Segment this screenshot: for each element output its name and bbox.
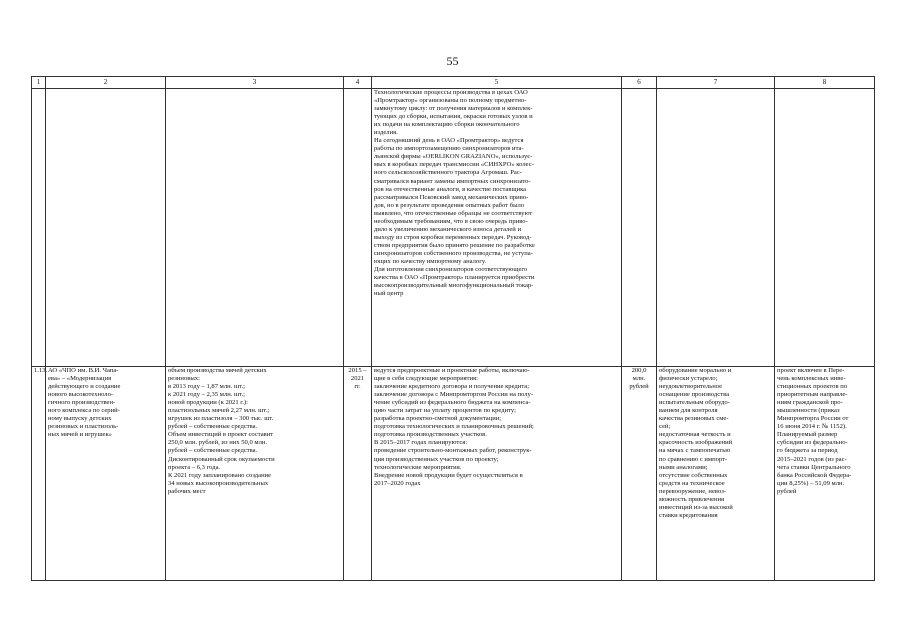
text-line: дов, но в результате проведения опытных работ было: [374, 201, 525, 209]
text-line: качества резиновых сме-: [659, 415, 729, 423]
text-line: Дисконтированный срок окупаемости: [168, 455, 275, 463]
text-line: Минпромторга России от: [777, 415, 849, 423]
text-line: на мячах с тампопечатью: [659, 447, 731, 455]
text-line: изделия.: [374, 129, 398, 137]
text-line: цию части затрат на уплату процентов по кредиту;: [374, 407, 516, 415]
text-line: игрушек из пластизоля – 300 тыс. шт.: [168, 415, 274, 423]
text-line: проведение строительно-монтажных работ, реконструк-: [374, 447, 532, 455]
text-line: красочность изображений: [659, 439, 733, 447]
column-number: 3: [166, 77, 344, 89]
text-line: ниям гражданской про-: [777, 399, 843, 407]
text-line: «Промтрактор» организованы по полному предметно-: [374, 97, 527, 105]
text-line: ством предприятия было принято решение по разработке: [374, 241, 535, 249]
table-row: [32, 89, 875, 367]
text-line: Внедрение новой продукции будет осуществляться в: [374, 471, 523, 479]
text-line: физически устарело;: [659, 375, 718, 383]
column-number: 1: [32, 77, 46, 89]
text-line: стиционных проектов по: [777, 383, 848, 391]
text-line: тующих до сборки, испытания, окраски готовых узлов и: [374, 113, 533, 121]
text-line: недостаточная четкость и: [659, 431, 731, 439]
text-line: В 2015–2017 годах планируются:: [374, 439, 468, 447]
cell: [622, 89, 657, 367]
text-line: льянской фирмы «OERLIKON GRAZIANO», использує-: [374, 153, 533, 161]
cell-description: [372, 367, 622, 581]
text-line: субсидии из федерально-: [777, 439, 848, 447]
text-line: чень комплексных инве-: [777, 375, 846, 383]
text-line: ева» – «Модернизация: [48, 375, 112, 383]
text-line: ванием для контроля: [659, 407, 718, 415]
text-line: АО «ЧПО им. В.И. Чапа-: [48, 367, 119, 374]
column-number-row: [32, 77, 875, 89]
text-line: ставки кредитования: [659, 511, 718, 519]
text-line: мых в коробках передач трансмиссии «СИНХРО» колес-: [374, 161, 534, 169]
column-number: 4: [344, 77, 372, 89]
text-line: к 2021 году – 2,35 млн. шт.;: [168, 391, 245, 399]
text-line: 250,0 млн. рублей, из них 50,0 млн.: [168, 439, 268, 447]
text-line: работы по импортозамещению синхронизаторов ита-: [374, 145, 524, 153]
cell-support: [775, 367, 875, 581]
text-line: рабочих мест: [168, 487, 206, 495]
text-line: Технологические процессы производства в цехах ОАО: [374, 89, 528, 96]
cell: [32, 89, 46, 367]
text-line: подготовка технологических и планировочных решений;: [374, 423, 534, 431]
text-line: гг.: [354, 383, 361, 391]
text-line: необходимым требованиям, что в свою очередь приво-: [374, 217, 528, 225]
text-line: ного комплекса по серий-: [48, 407, 120, 415]
text-line: 2021: [350, 375, 365, 383]
text-line: ведутся предпроектные и проектные работы, включаю-: [374, 367, 530, 374]
text-line: ными аналогами;: [659, 463, 708, 471]
text-line: качества в ОАО «Промтрактор» планируется приобрести: [374, 274, 535, 282]
text-line: гичного производствен-: [48, 399, 116, 407]
cell: [344, 89, 372, 367]
text-line: средств на техническое: [659, 479, 725, 487]
text-line: по сравнению с импорт-: [659, 455, 728, 463]
cell: [657, 89, 775, 367]
text-line: рассматривался Псковский завод механических приво-: [374, 193, 529, 201]
text-line: заключение кредитного договора и получение кредита;: [374, 383, 530, 391]
text-line: го бюджета за период: [777, 447, 838, 455]
text-line: ров на отечественные аналоги, в качестве поставщика: [374, 185, 527, 193]
text-line: неудовлетворительное: [659, 383, 723, 391]
text-line: сей;: [659, 423, 671, 431]
cell-problems: [657, 367, 775, 581]
text-line: в 2013 году – 1,87 млн. шт.;: [168, 383, 245, 391]
text-line: чета ставки Центрального: [777, 463, 851, 471]
text-line: отсутствие собственных: [659, 471, 728, 479]
text-line: оборудование морально и: [659, 367, 732, 374]
text-line: действующего и создание: [48, 383, 121, 391]
text-line: 2017–2020 годах: [374, 479, 421, 487]
text-line: сматривался вариант замены импортных синхронизато-: [374, 177, 531, 185]
text-line: испытательным оборудо-: [659, 399, 730, 407]
cell-description: [372, 89, 622, 367]
cell: [166, 89, 344, 367]
projects-table: [31, 76, 875, 581]
cell: [46, 89, 166, 367]
text-line: ция производственных участков по проекту;: [374, 455, 499, 463]
cell-indicators: [166, 367, 344, 581]
text-line: ного сельскохозяйственного трактора Агромаш. Рас-: [374, 169, 522, 177]
text-line: оснащение производства: [659, 391, 730, 399]
text-line: перевооружение, невоз-: [659, 487, 727, 495]
text-line: рублей: [777, 487, 797, 495]
text-line: ции 8,25%) – 51,09 млн.: [777, 479, 845, 487]
text-line: рублей – собственные средства.: [168, 423, 258, 431]
page-number: 55: [446, 54, 459, 68]
text-line: Для изготовления синхронизаторов соответствующего: [374, 266, 528, 274]
column-number: 2: [46, 77, 166, 89]
text-line: резиновых и пластизоль-: [48, 423, 119, 431]
text-line: синхронизаторов собственного производства, не уступа-: [374, 249, 533, 257]
text-line: резиновых:: [168, 375, 200, 383]
column-number: 8: [775, 77, 875, 89]
text-line: Объем инвестиций в проект составит: [168, 431, 274, 439]
text-line: ному выпуску детских: [48, 415, 112, 423]
text-line: проекта – 6,3 года.: [168, 463, 221, 471]
text-line: 16 июня 2014 г. № 1152).: [777, 423, 847, 431]
column-number: 5: [372, 77, 622, 89]
text-line: 2015 –: [348, 367, 367, 374]
text-line: выявлено, что отечественные образцы не соответствуют: [374, 209, 533, 217]
text-line: рублей – собственные средства.: [168, 447, 258, 455]
text-line: чение субсидий из федерального бюджета на компенса-: [374, 399, 531, 407]
text-line: К 2021 году запланировано создание: [168, 471, 272, 479]
text-line: приоритетным направле-: [777, 391, 848, 399]
text-line: На сегодняшний день в ОАО «Промтрактор» ведутся: [374, 137, 524, 145]
text-line: рублей: [629, 383, 649, 391]
cell-organization: [46, 367, 166, 581]
cell-row-number: 1.13.: [32, 367, 46, 581]
text-line: новой продукции (к 2021 г.):: [168, 399, 248, 407]
cell: [775, 89, 875, 367]
text-line: проект включен в Пере-: [777, 367, 845, 374]
table-row: [32, 367, 875, 581]
text-line: ющих по качеству импортному аналогу.: [374, 257, 487, 265]
text-line: объем производства мячей детских: [168, 367, 267, 374]
text-line: выходу из строя коробки переменных передач. Руковод-: [374, 233, 532, 241]
text-line: млн.: [632, 375, 646, 383]
text-line: инвестиций из-за высокой: [659, 503, 733, 511]
text-line: щие в себя следующие мероприятия:: [374, 375, 478, 383]
text-line: разработка проектно-сметной документации;: [374, 415, 502, 423]
text-line: технологические мероприятия.: [374, 463, 462, 471]
text-line: мышленности (приказ: [777, 407, 840, 415]
text-line: их подачи на комплектацию сборки окончательного: [374, 121, 520, 129]
text-line: заключение договора с Минпромторгом России на полу-: [374, 391, 534, 399]
text-line: 34 новых высокопроизводительных: [168, 479, 269, 487]
text-line: пластизольных мячей 2,27 млн. шт.;: [168, 407, 270, 415]
cell-period: [344, 367, 372, 581]
text-line: банка Российской Федера-: [777, 471, 852, 479]
text-line: Планируемый размер: [777, 431, 838, 439]
text-line: подготовка производственных участков.: [374, 431, 487, 439]
text-line: 2015–2021 годов (из рас-: [777, 455, 847, 463]
text-line: 200,0: [631, 367, 647, 374]
text-line: дило к увеличению механического износа деталей и: [374, 225, 522, 233]
text-line: можность привлечения: [659, 495, 725, 503]
column-number: 6: [622, 77, 657, 89]
cell-amount: [622, 367, 657, 581]
text-line: замкнутому циклу: от получения материалов и комплек-: [374, 105, 533, 113]
text-line: ных мячей и игрушек»: [48, 431, 112, 439]
column-number: 7: [657, 77, 775, 89]
text-line: нового высокотехноло-: [48, 391, 114, 399]
text-line: высокопроизводительный многофункциональный токар-: [374, 282, 534, 290]
text-line: ный центр: [374, 290, 404, 298]
